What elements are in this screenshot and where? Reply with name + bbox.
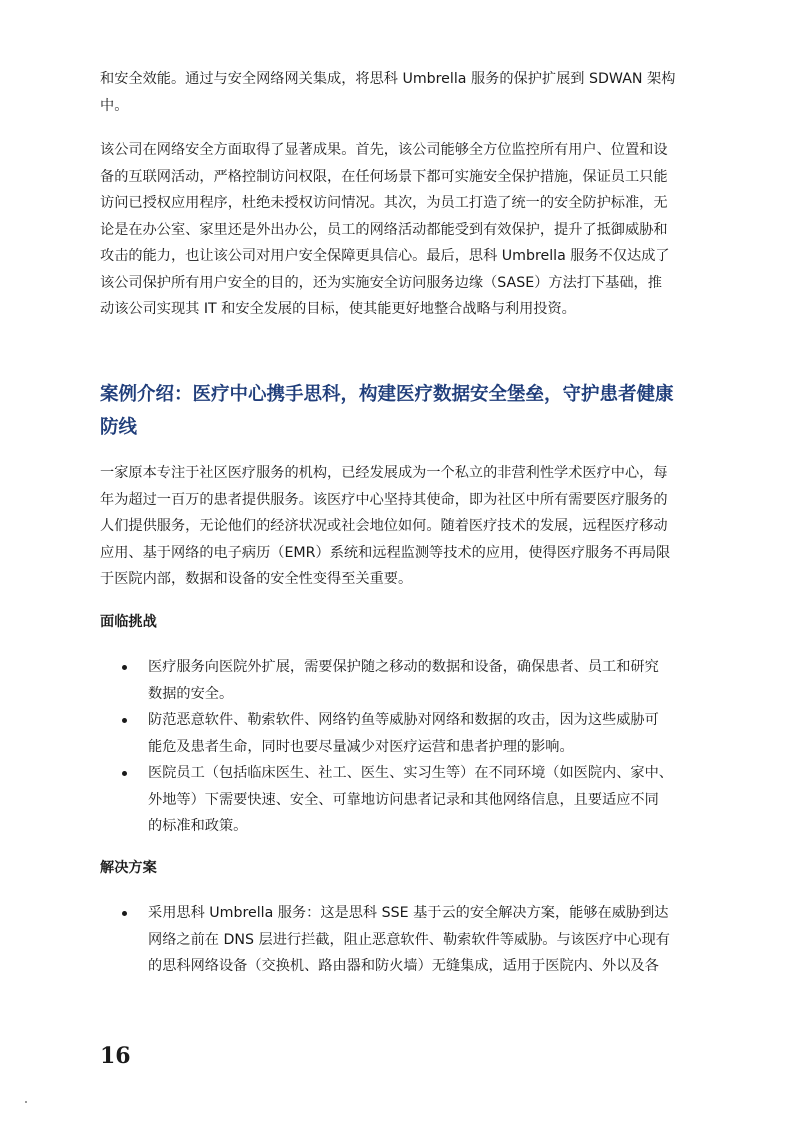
bullet-icon <box>122 771 127 776</box>
case-intro-paragraph <box>100 460 690 593</box>
text-line: 访问已授权应用程序，杜绝未授权访问情况。其次，为员工打造了统一的安全防护标准，无 <box>100 195 668 211</box>
case-heading <box>100 378 700 444</box>
text-line: 论是在办公室、家里还是外出办公，员工的网络活动都能受到有效保护，提升了抵御威胁和 <box>100 221 668 238</box>
corner-mark <box>25 1101 27 1103</box>
intro-paragraph <box>100 66 690 119</box>
challenges-list <box>100 654 700 840</box>
text-line: 能危及患者生命，同时也要尽量减少对医疗运营和患者护理的影响。 <box>148 738 574 755</box>
text-line: 应用、基于网络的电子病历（EMR）系统和远程监测等技术的应用，使得医疗服务不再局限 <box>100 544 671 561</box>
text-line: 攻击的能力，也让该公司对用户安全保障更具信心。最后，思科 Umbrella 服务不仅达成了 <box>100 248 670 264</box>
text-line: 人们提供服务，无论他们的经济状况或社会地位如何。随着医疗技术的发展，远程医疗移动 <box>100 518 668 534</box>
text-line: 外地等）下需要快速、安全、可靠地访问患者记录和其他网络信息，且要适应不同 <box>148 791 659 808</box>
text-line: 于医院内部，数据和设备的安全性变得至关重要。 <box>100 571 413 587</box>
text-line: 中。 <box>100 97 129 114</box>
bullet-icon <box>122 718 127 723</box>
text-line: 医疗服务向医院外扩展，需要保护随之移动的数据和设备，确保患者、员工和研究 <box>148 659 659 675</box>
solutions-list <box>100 900 700 980</box>
text-line: 医院员工（包括临床医生、社工、医生、实习生等）在不同环境（如医院内、家中、 <box>148 765 673 781</box>
heading-line: 案例介绍：医疗中心携手思科，构建医疗数据安全堡垒，守护患者健康 <box>100 384 674 405</box>
list-item <box>100 900 700 980</box>
text-line: 动该公司实现其 IT 和安全发展的目标，使其能更好地整合战略与利用投资。 <box>100 301 576 317</box>
text-line: 的思科网络设备（交换机、路由器和防火墙）无缝集成，适用于医院内、外以及各 <box>148 958 659 974</box>
list-item <box>100 760 700 840</box>
page-number: 16 <box>100 1043 131 1069</box>
list-item <box>100 654 700 707</box>
text-line: 该公司在网络安全方面取得了显著成果。首先，该公司能够全方位监控所有用户、位置和设 <box>100 142 668 158</box>
text-line: 数据的安全。 <box>148 685 234 702</box>
heading-line: 防线 <box>100 417 138 438</box>
text-line: 年为超过一百万的患者提供服务。该医疗中心坚持其使命，即为社区中所有需要医疗服务的 <box>100 491 668 508</box>
text-line: 采用思科 Umbrella 服务：这是思科 SSE 基于云的安全解决方案，能够在威胁到达 <box>148 905 669 921</box>
results-paragraph <box>100 137 690 323</box>
challenges-title: 面临挑战 <box>100 614 157 630</box>
text-line: 备的互联网活动，严格控制访问权限，在任何场景下都可实施安全保护措施，保证员工只能 <box>100 168 668 185</box>
text-line: 和安全效能。通过与安全网络网关集成，将思科 Umbrella 服务的保护扩展到 SDWAN 架构 <box>100 71 676 87</box>
solutions-title: 解决方案 <box>100 860 157 876</box>
text-line: 该公司保护所有用户安全的目的，还为实施安全访问服务边缘（SASE）方法打下基础，推 <box>100 274 662 291</box>
text-line: 的标准和政策。 <box>148 818 248 834</box>
text-line: 防范恶意软件、勒索软件、网络钓鱼等威胁对网络和数据的攻击，因为这些威胁可 <box>148 712 659 728</box>
bullet-icon <box>122 665 127 670</box>
list-item <box>100 707 700 760</box>
bullet-icon <box>122 911 127 916</box>
text-line: 网络之前在 DNS 层进行拦截，阻止恶意软件、勒索软件等威胁。与该医疗中心现有 <box>148 931 670 948</box>
text-line: 一家原本专注于社区医疗服务的机构，已经发展成为一个私立的非营利性学术医疗中心，每 <box>100 465 668 481</box>
